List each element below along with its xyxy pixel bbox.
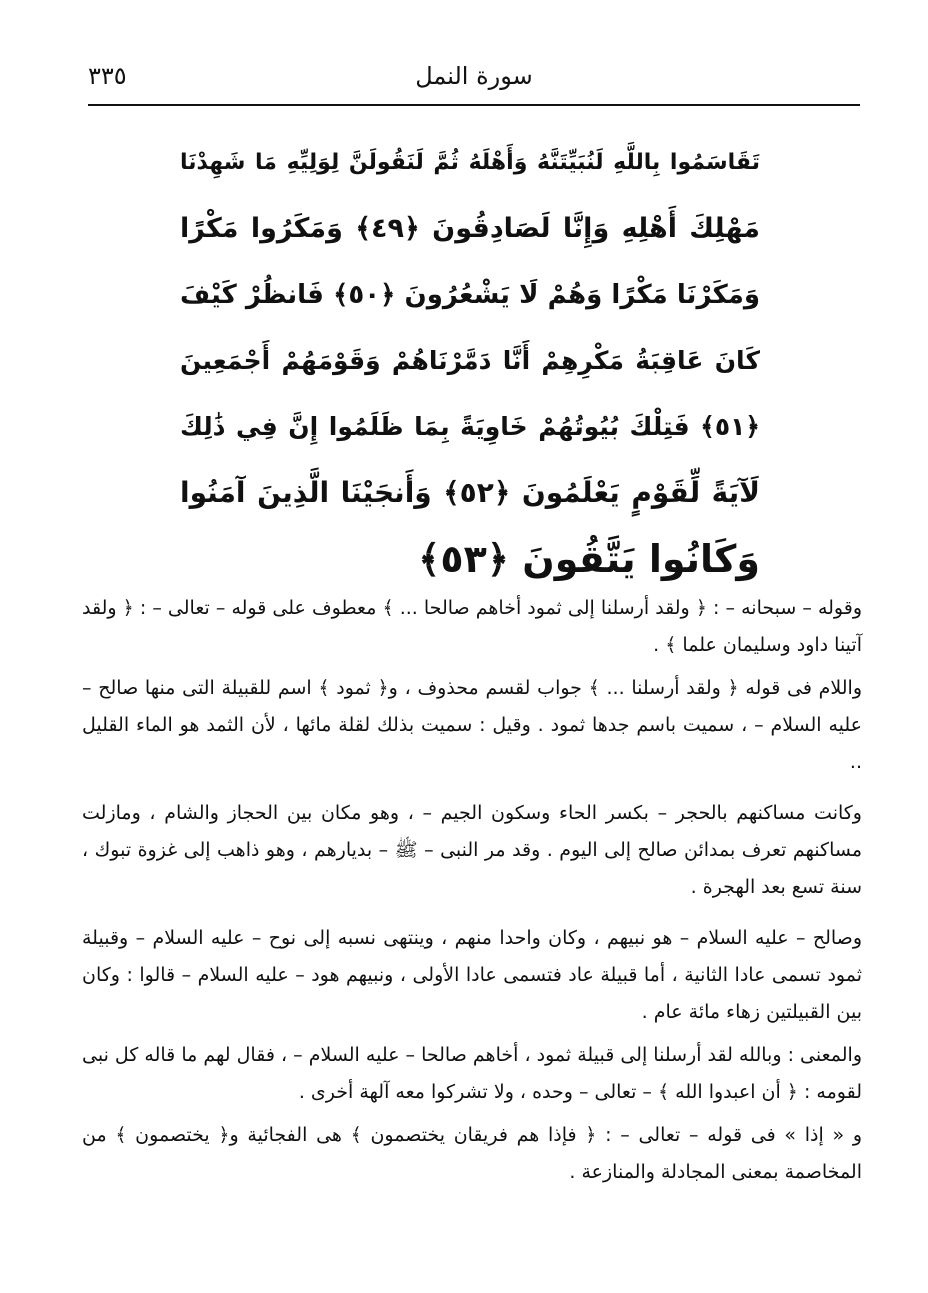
quran-line: كَانَ عَاقِبَةُ مَكْرِهِمْ أَنَّا دَمَّرْنَاهُمْ وَقَوْمَهُمْ أَجْمَعِينَ [180, 346, 760, 375]
commentary-paragraph: وكانت مساكنهم بالحجر – بكسر الحاء وسكون الجيم – ، وهو مكان بين الحجاز والشام ، ومازلت مساكنهم تعرف بمدائن صالح إلى اليوم . وقد مر النبى – ﷺ – بديارهم ، وهو ذاهب إلى غزوة تبوك ، سنة تسع بعد الهجرة . [82, 802, 862, 898]
quran-line: لَآيَةً لِّقَوْمٍ يَعْلَمُونَ ﴿٥٢﴾ وَأَنجَيْنَا الَّذِينَ آمَنُوا [180, 476, 760, 509]
commentary-paragraph: وقوله – سبحانه – : ﴿ ولقد أرسلنا إلى ثمود أخاهم صالحا ... ﴾ معطوف على قوله – تعالى – : ﴿ ولقد آتينا داود وسليمان علما ﴾ . [82, 597, 862, 656]
page-number: ٣٣٥ [88, 62, 127, 90]
commentary-paragraph: وصالح – عليه السلام – هو نبيهم ، وكان واحدا منهم ، وينتهى نسبه إلى نوح – عليه السلام – وقبيلة ثمود تسمى عادا الثانية ، أما قبيلة عاد فتسمى عادا الأولى ، ونبيهم هود – عليه السلام – قالوا : وكان بين القبيلتين زهاء مائة عام . [82, 927, 862, 1023]
commentary-paragraph: واللام فى قوله ﴿ ولقد أرسلنا ... ﴾ جواب لقسم محذوف ، و﴿ ثمود ﴾ اسم للقبيلة التى منها صالح – عليه السلام – ، سميت باسم جدها ثمود . وقيل : سميت بذلك لقلة مائها ، لأن الثمد هو الماء القليل .. [82, 677, 862, 773]
quran-line: تَقَاسَمُوا بِاللَّهِ لَنُبَيِّتَنَّهُ وَأَهْلَهُ ثُمَّ لَنَقُولَنَّ لِوَلِيِّهِ مَا شَهِدْنَا [180, 150, 760, 175]
commentary-paragraph: و « إذا » فى قوله – تعالى – : ﴿ فإذا هم فريقان يختصمون ﴾ هى الفجائية و﴿ يختصمون ﴾ من المخاصمة بمعنى المجادلة والمنازعة . [82, 1124, 862, 1183]
quran-line: مَهْلِكَ أَهْلِهِ وَإِنَّا لَصَادِقُونَ ﴿٤٩﴾ وَمَكَرُوا مَكْرًا [180, 213, 760, 244]
page-header [88, 62, 860, 102]
header-divider [88, 104, 860, 106]
quran-verses [180, 130, 760, 592]
quran-line: ﴿٥١﴾ فَتِلْكَ بُيُوتُهُمْ خَاوِيَةً بِمَا ظَلَمُوا إِنَّ فِي ذَٰلِكَ [180, 412, 760, 441]
commentary-paragraph: والمعنى : وبالله لقد أرسلنا إلى قبيلة ثمود ، أخاهم صالحا – عليه السلام – ، فقال لهم ما قاله كل نبى لقومه : ﴿ أن اعبدوا الله ﴾ – تعالى – وحده ، ولا تشركوا معه آلهة أخرى . [82, 1044, 862, 1103]
quran-line: وَكَانُوا يَتَّقُونَ ﴿٥٣﴾ [418, 537, 760, 581]
surah-title: سورة النمل [415, 62, 533, 90]
commentary-text [82, 590, 862, 1197]
quran-line: وَمَكَرْنَا مَكْرًا وَهُمْ لَا يَشْعُرُونَ ﴿٥٠﴾ فَانظُرْ كَيْفَ [180, 280, 760, 310]
